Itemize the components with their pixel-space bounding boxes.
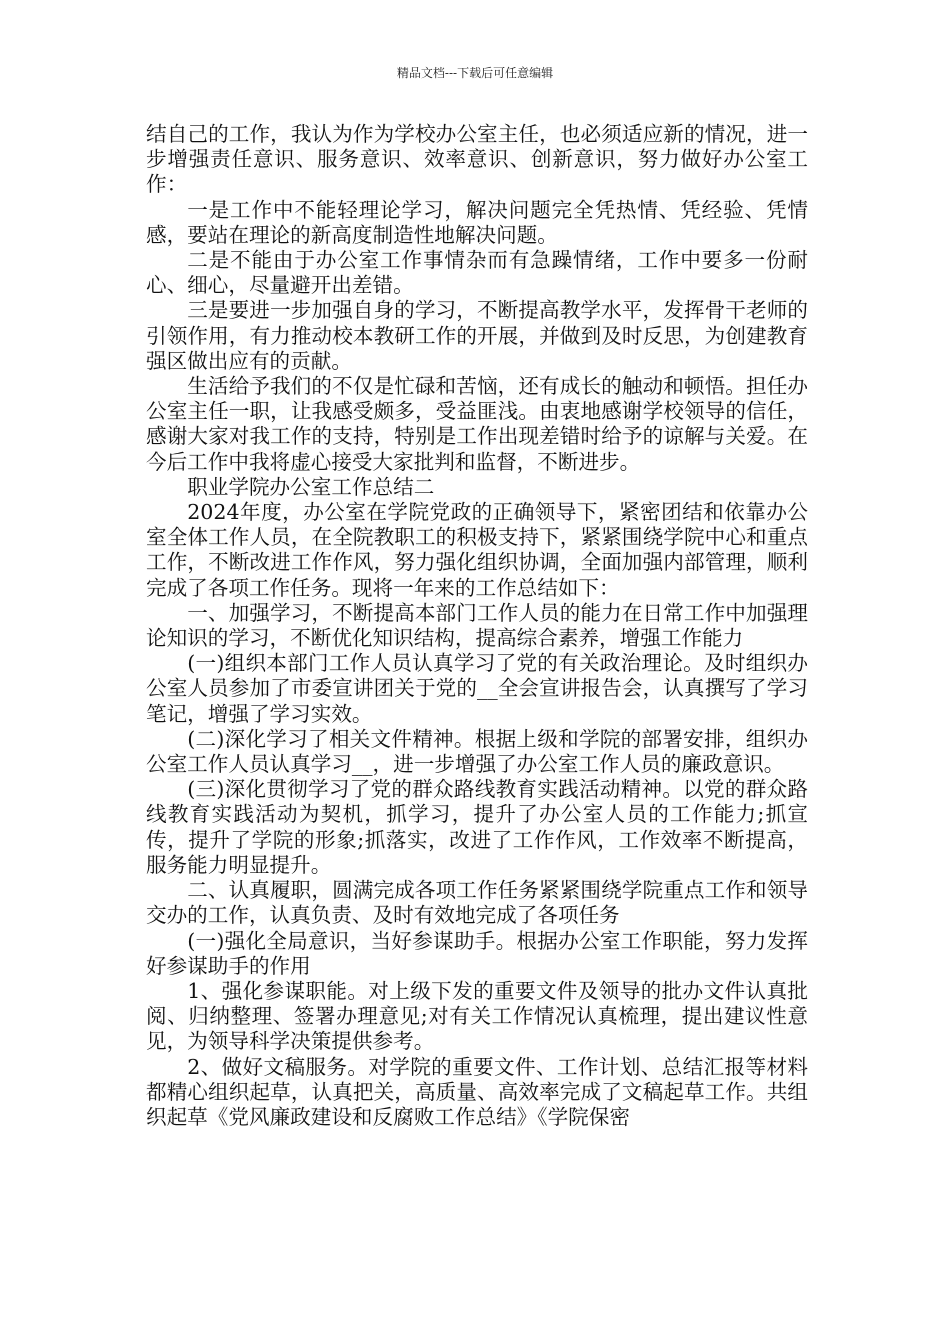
paragraph: 生活给予我们的不仅是忙碌和苦恼，还有成长的触动和顿悟。担任办公室主任一职，让我感受颇多，受益匪浅。由衷地感谢学校领导的信任，感谢大家对我工作的支持，特别是工作出现差错时给予的谅解与关爱。在今后工作中我将虚心接受大家批判和监督，不断进步。 — [146, 374, 808, 474]
page-header: 精品文档---下载后可任意编辑 — [396, 66, 554, 80]
paragraph: 一、加强学习，不断提高本部门工作人员的能力在日常工作中加强理论知识的学习，不断优化知识结构，提高综合素养，增强工作能力 — [146, 600, 808, 651]
paragraph: 二是不能由于办公室工作事情杂而有急躁情绪，工作中要多一份耐心、细心，尽量避开出差错。 — [146, 248, 808, 298]
paragraph: (一)强化全局意识，当好参谋助手。根据办公室工作职能，努力发挥好参谋助手的作用 — [146, 928, 808, 978]
paragraph: 2、做好文稿服务。对学院的重要文件、工作计划、总结汇报等材料都精心组织起草，认真把关，高质量、高效率完成了文稿起草工作。共组织起草《党风廉政建设和反腐败工作总结》《学院保密 — [146, 1054, 808, 1129]
paragraph: 1、强化参谋职能。对上级下发的重要文件及领导的批办文件认真批阅、归纳整理、签署办理意见;对有关工作情况认真梳理，提出建议性意见，为领导科学决策提供参考。 — [146, 978, 808, 1054]
paragraph: (三)深化贯彻学习了党的群众路线教育实践活动精神。以党的群众路线教育实践活动为契机，抓学习，提升了办公室人员的工作能力;抓宣传，提升了学院的形象;抓落实，改进了工作作风，工作效率不断提高，服务能力明显提升。 — [146, 777, 808, 877]
paragraph: 2024年度，办公室在学院党政的正确领导下，紧密团结和依靠办公室全体工作人员，在全院教职工的积极支持下，紧紧围绕学院中心和重点工作，不断改进工作作风，努力强化组织协调，全面加强内部管理，顺利完成了各项工作任务。现将一年来的工作总结如下： — [146, 500, 808, 600]
paragraph: 结自己的工作，我认为作为学校办公室主任，也必须适应新的情况，进一步增强责任意识、服务意识、效率意识、创新意识，努力做好办公室工作： — [146, 122, 808, 197]
paragraph: (一)组织本部门工作人员认真学习了党的有关政治理论。及时组织办公室人员参加了市委宣讲团关于党的__全会宣讲报告会，认真撰写了学习笔记，增强了学习实效。 — [146, 651, 808, 726]
paragraph: (二)深化学习了相关文件精神。根据上级和学院的部署安排，组织办公室工作人员认真学习__，进一步增强了办公室工作人员的廉政意识。 — [146, 726, 808, 777]
paragraph: 一是工作中不能轻理论学习，解决问题完全凭热情、凭经验、凭情感，要站在理论的新高度制造性地解决问题。 — [146, 197, 808, 247]
paragraph: 二、认真履职，圆满完成各项工作任务紧紧围绕学院重点工作和领导交办的工作，认真负责、及时有效地完成了各项任务 — [146, 878, 808, 928]
paragraph: 三是要进一步加强自身的学习，不断提高教学水平，发挥骨干老师的引领作用，有力推动校本教研工作的开展，并做到及时反思，为创建教育强区做出应有的贡献。 — [146, 298, 808, 373]
document-body — [146, 122, 808, 1130]
section-title: 职业学院办公室工作总结二 — [187, 474, 435, 499]
